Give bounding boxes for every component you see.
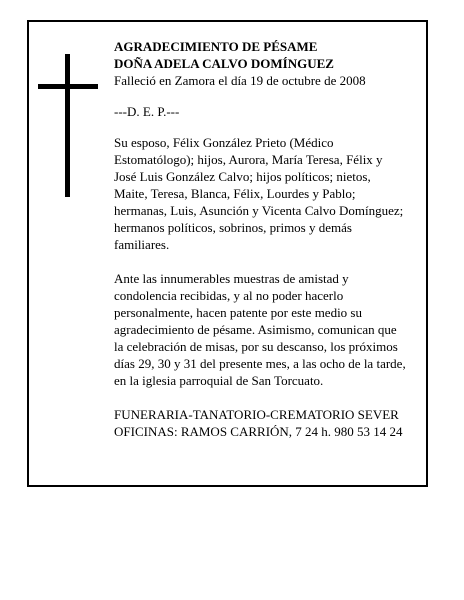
- paragraph-line: Ante las innumerables muestras de amistad y: [114, 271, 349, 286]
- family-paragraph: [114, 134, 424, 253]
- funeral-home: FUNERARIA-TANATORIO-CREMATORIO SEVER: [114, 407, 399, 422]
- thanks-paragraph: [114, 270, 424, 389]
- notice-text: [114, 38, 424, 440]
- paragraph-line: personalmente, hacen patente por este medio su: [114, 305, 362, 320]
- cross-icon: [65, 54, 70, 197]
- paragraph-line: en la iglesia parroquial de San Torcuato.: [114, 373, 324, 388]
- paragraph-line: Estomatólogo); hijos, Aurora, María Teresa, Félix y: [114, 152, 383, 167]
- notice-title: AGRADECIMIENTO DE PÉSAME: [114, 39, 318, 54]
- paragraph-line: Su esposo, Félix González Prieto (Médico: [114, 135, 334, 150]
- paragraph-line: condolencia recibidas, y al no poder hacerlo: [114, 288, 344, 303]
- paragraph-line: Maite, Teresa, Blanca, Félix, Lourdes y Pablo;: [114, 186, 356, 201]
- paragraph-line: familiares.: [114, 237, 170, 252]
- cross-icon-crossbar: [38, 84, 98, 89]
- paragraph-line: hermanos políticos, sobrinos, primos y demás: [114, 220, 352, 235]
- deceased-name: DOÑA ADELA CALVO DOMÍNGUEZ: [114, 56, 334, 71]
- death-line: Falleció en Zamora el día 19 de octubre de 2008: [114, 73, 366, 88]
- paragraph-line: hermanas, Luis, Asunción y Vicenta Calvo Domínguez;: [114, 203, 404, 218]
- paragraph-line: la celebración de misas, por su descanso, los próximos: [114, 339, 398, 354]
- paragraph-line: días 29, 30 y 31 del presente mes, a las ocho de la tarde,: [114, 356, 406, 371]
- paragraph-line: agradecimiento de pésame. Asimismo, comunican que: [114, 322, 397, 337]
- paragraph-line: José Luis González Calvo; hijos políticos; nietos,: [114, 169, 371, 184]
- offices-contact: OFICINAS: RAMOS CARRIÓN, 7 24 h. 980 53 14 24: [114, 424, 403, 439]
- dep-line: ---D. E. P.---: [114, 104, 180, 119]
